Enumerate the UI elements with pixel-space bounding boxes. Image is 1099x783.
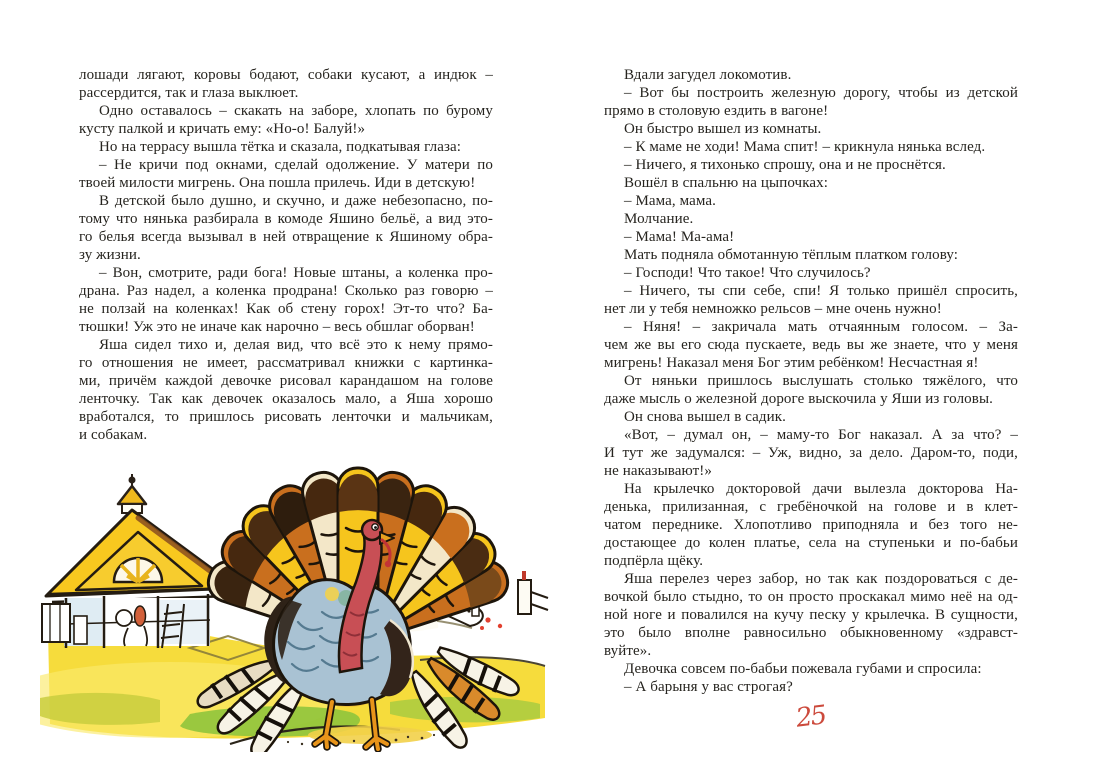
text-line: – Не кричи под окнами, сделай одолжение. У матери по (99, 157, 493, 173)
text-line: кусту палкой и кричать ему: «Но-о! Балуй!» (79, 121, 366, 137)
text-line: ми, причём каждой девочке рисовал карандашом на голове (79, 373, 493, 389)
text-line: ленточку. Так как девочек оказалось мало, а Яша хорошо (79, 391, 493, 407)
text-line: рассердится, так и глаза выклюет. (79, 85, 299, 101)
text-line: не наказывают!» (604, 463, 712, 479)
text-line: тому что нянька разбирала в комоде Яшино бельё, а вид это- (79, 211, 493, 227)
text-line: вочкой было стыдно, то он просто проскакал мимо неё на од- (604, 589, 1018, 605)
text-line: нет ли у тебя немножко рельсов – мне очень нужно! (604, 301, 942, 317)
page-number-value: 25 (794, 700, 828, 734)
text-line: Одно оставалось – скакать на заборе, хлопать по бурому (99, 103, 493, 119)
text-line: Вошёл в спальню на цыпочках: (624, 175, 828, 191)
text-line: драна. Раз надел, а коленка продрана! Сколько раз говорю – (79, 283, 493, 299)
text-line: Он снова вышел в садик. (624, 409, 787, 425)
text-line: ной ноге и повалился на кучу песку у крылечка. В сущности, (604, 607, 1018, 623)
text-line: тюшки! Уж это не иначе как нарочно – весь обшлаг оборван! (79, 319, 475, 335)
text-line: твоей милости мигрень. Она пошла прилечь. Иди в детскую! (79, 175, 476, 191)
text-line: это было вполне равносильно обыкновенному «здравст- (604, 625, 1018, 641)
text-line: даже мысль о железной дороге выскочила у Яши из головы. (604, 391, 993, 407)
text-line: – Господи! Что такое! Что случилось? (624, 265, 871, 281)
text-line: Мать подняла обмотанную тёплым платком голову: (624, 247, 959, 263)
text-line: Молчание. (624, 211, 694, 227)
text-line: От няньки пришлось выслушать столько тяжёлого, что (624, 373, 1018, 389)
text-line: подпёрла щёку. (604, 553, 704, 569)
text-line: В детской было душно, и скучно, и даже небезопасно, по- (99, 193, 493, 209)
text-line: – Вон, смотрите, ради бога! Новые штаны, а коленка про- (99, 265, 493, 281)
text-line: – К маме не ходи! Мама спит! – крикнула нянька вслед. (624, 139, 986, 155)
text-line: прямо в столовую ездить в вагоне! (604, 103, 829, 119)
text-line: чатом переднике. Хлопотливо приподняла и без того не- (604, 517, 1018, 533)
text-line: Он быстро вышел из комнаты. (624, 121, 822, 137)
text-line: – Ничего, я тихонько спрошу, она и не проснётся. (624, 157, 946, 173)
text-line: достающее до колен платье, села на ступеньки и по-бабьи (604, 535, 1018, 551)
text-line: мигрень! Наказал меня Бог этим ребёнком! Несчастная я! (604, 355, 979, 371)
text-line: Девочка совсем по-бабьи пожевала губами и спросила: (624, 661, 982, 677)
text-line: зу жизни. (79, 247, 141, 263)
page-number (604, 702, 1018, 732)
text-line: Но на террасу вышла тётка и сказала, подкатывая глаза: (99, 139, 462, 155)
text-line: чем же вы его сюда пускаете, ведь вы же знаете, что у меня (604, 337, 1018, 353)
text-line: – Мама, мама. (624, 193, 716, 209)
text-line: – Вот бы построить железную дорогу, чтобы из детской (624, 85, 1018, 101)
text-line: не ползай на коленках! Как об стену горох! Эт-то что? Ба- (79, 301, 493, 317)
left-text-column (79, 66, 493, 444)
text-line: – Мама! Ма-ама! (624, 229, 735, 245)
gazebo (42, 474, 238, 648)
text-line: денька, прилизанная, с гребёночкой на голове и в клет- (604, 499, 1018, 515)
text-line: Вдали загудел локомотив. (624, 67, 792, 83)
text-line: лошади лягают, коровы бодают, собаки кусают, а индюк – (79, 67, 493, 83)
right-text-column (604, 66, 1018, 696)
text-line: го белья всегда вызывал в ней отвращение к Яшиному обра- (79, 229, 493, 245)
turkey-illustration (40, 452, 550, 752)
text-line: и собакам. (79, 427, 148, 443)
text-line: На крылечко докторовой дачи вылезла докторова На- (624, 481, 1018, 497)
text-line: – А барыня у вас строгая? (624, 679, 793, 695)
text-line: вуйте». (604, 643, 652, 659)
text-line: го отношения не имеет, рассматривал книжки с картинка- (79, 355, 493, 371)
text-line: И тут же задумался: – Уж, видно, за дело. Даром-то, поди, (604, 445, 1018, 461)
text-line: «Вот, – думал он, – маму-то Бог наказал. А за что? – (624, 427, 1018, 443)
text-line: вработался, то пришлось рисовать ленточки и мальчикам, (79, 409, 493, 425)
text-line: – Ничего, ты спи себе, спи! Я только пришёл спросить, (624, 283, 1018, 299)
text-line: – Няня! – закричала мать отчаянным голосом. – За- (624, 319, 1018, 335)
text-line: Яша перелез через забор, но так как поздороваться с де- (624, 571, 1018, 587)
text-line: Яша сидел тихо и, делая вид, что всё это к нему прямо- (99, 337, 493, 353)
